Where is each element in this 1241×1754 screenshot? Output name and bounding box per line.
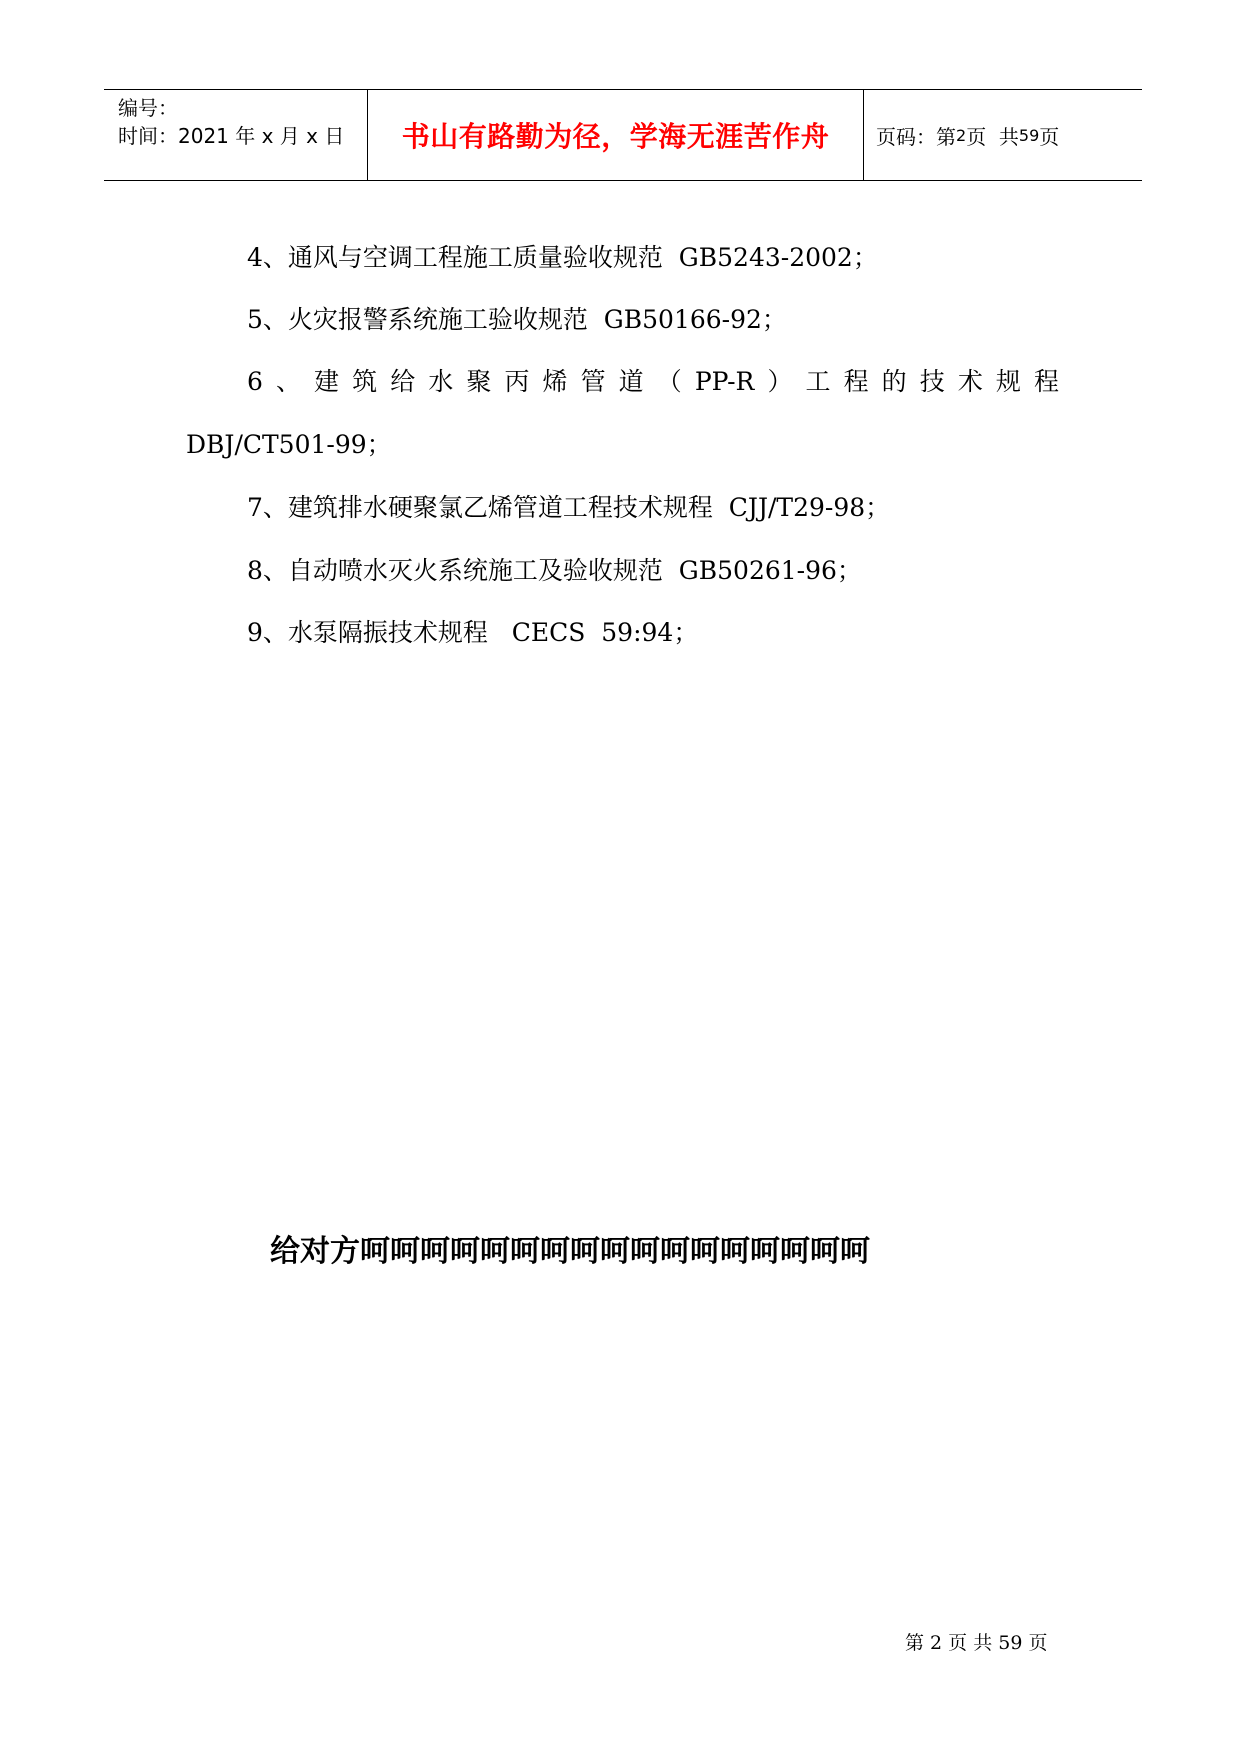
- standard-item-4: 4、通风与空调工程施工质量验收规范 GB5243-2002；: [247, 243, 878, 272]
- document-number-label: 编号：: [118, 96, 178, 120]
- page-header: [104, 89, 1142, 181]
- standard-item-6-continuation: DBJ/CT501-99；: [186, 430, 392, 459]
- header-meta-cell: [104, 90, 368, 180]
- standard-item-9: 9、水泵隔振技术规程 CECS 59:94；: [247, 618, 699, 647]
- standard-item-6: 6、建筑给水聚丙烯管道（PP-R）工程的技术规程: [247, 367, 1059, 396]
- document-time-label: 时间：2021 年 x 月 x 日: [118, 124, 345, 148]
- standard-item-5: 5、火灾报警系统施工验收规范 GB50166-92；: [247, 305, 787, 334]
- header-motto: 书山有路勤为径，学海无涯苦作舟: [368, 90, 864, 180]
- page-footer: 第 2 页 共 59 页: [905, 1632, 1048, 1654]
- bold-filler-text: 给对方呵呵呵呵呵呵呵呵呵呵呵呵呵呵呵呵呵: [270, 1234, 870, 1269]
- standard-item-8: 8、自动喷水灭火系统施工及验收规范 GB50261-96；: [247, 556, 862, 585]
- page-mid: 页 共: [966, 124, 1019, 149]
- page-current: 2: [956, 125, 967, 145]
- page-total: 59: [1018, 125, 1040, 145]
- page-prefix: 页码：第: [876, 124, 956, 149]
- page-suffix: 页: [1039, 124, 1060, 149]
- standard-item-7: 7、建筑排水硬聚氯乙烯管道工程技术规程 CJJ/T29-98；: [247, 493, 891, 522]
- header-page-number: [864, 90, 1142, 180]
